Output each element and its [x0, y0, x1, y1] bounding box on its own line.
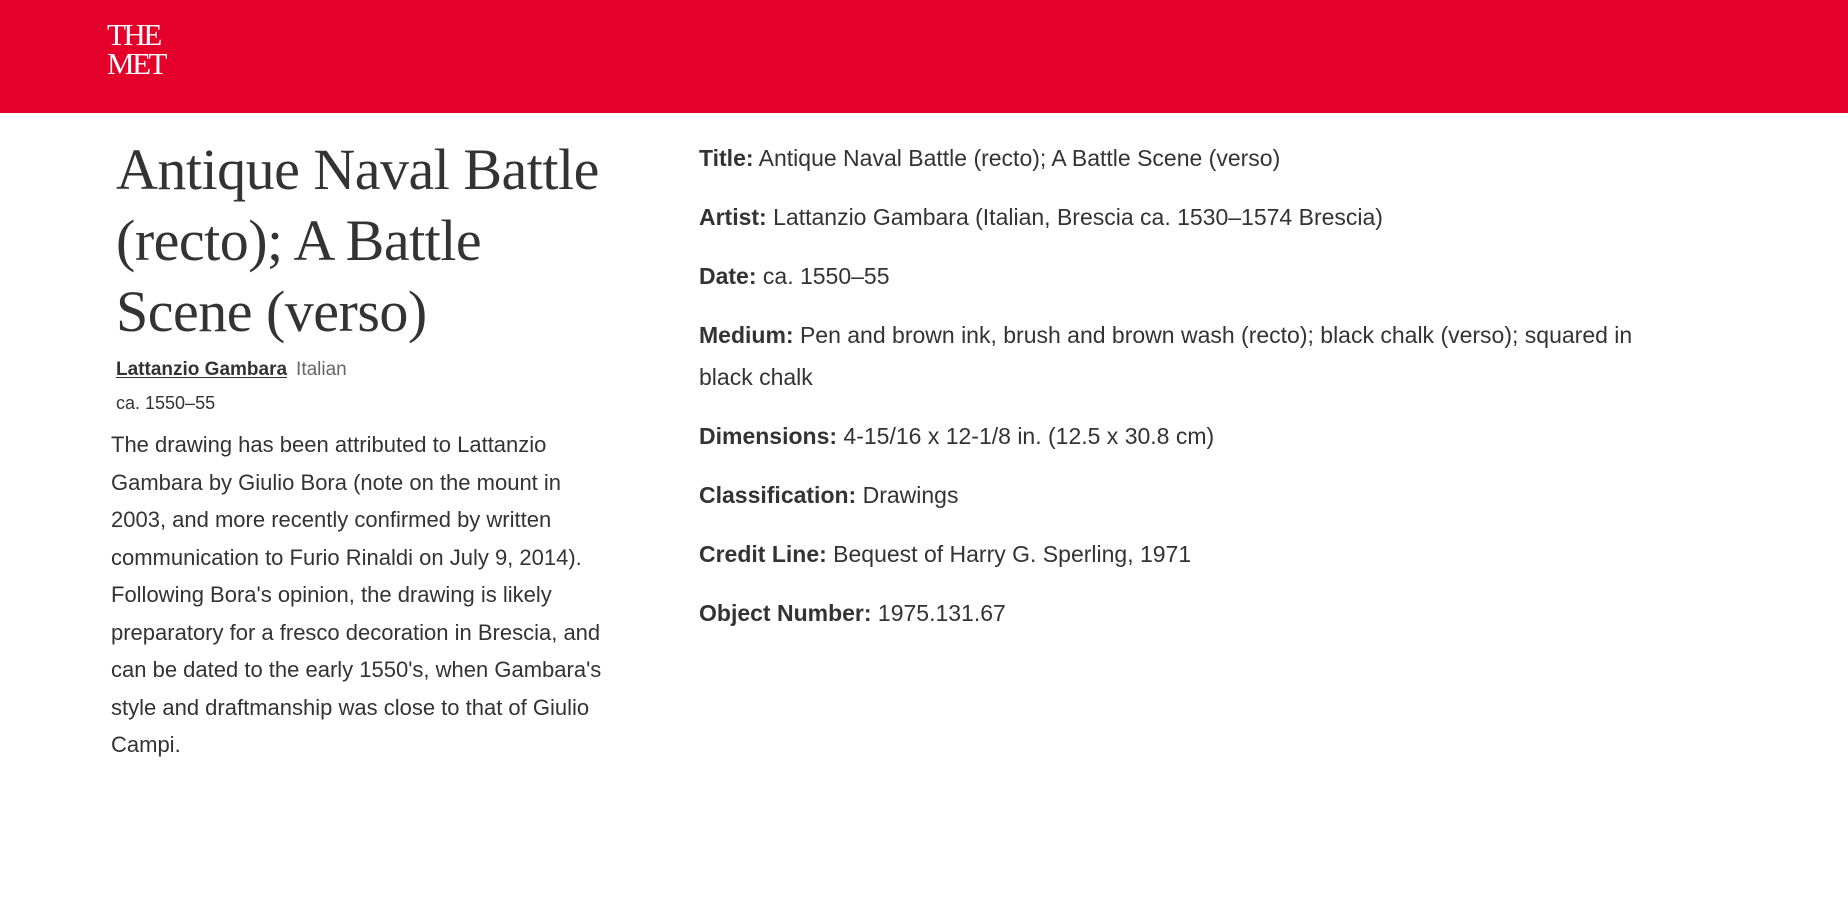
artist-row: [116, 357, 616, 383]
detail-label: Date:: [699, 263, 757, 289]
detail-medium: [699, 314, 1659, 398]
detail-object-number: [699, 592, 1659, 634]
artist-link[interactable]: Lattanzio Gambara: [116, 359, 288, 380]
detail-label: Classification:: [699, 482, 857, 508]
detail-value: Lattanzio Gambara (Italian, Brescia ca. 1530–1574 Brescia): [773, 204, 1383, 230]
detail-value: Pen and brown ink, brush and brown wash (recto); black chalk (verso); squared in black chalk: [699, 322, 1633, 390]
detail-value: 1975.131.67: [877, 600, 1006, 626]
page-title: Antique Naval Battle (recto); A Battle Scene (verso): [116, 137, 599, 344]
detail-label: Title:: [699, 145, 754, 171]
object-description: The drawing has been attributed to Lattanzio Gambara by Giulio Bora (note on the mount in 2003, and more recently confirmed by written communication to Furio Rinaldi on July 9, 2014). Following Bora's opinion, the drawing is likely preparatory for a fresco decoration in Brescia, and can be dated to the early 1550's, when Gambara's style and draftmanship was close to that of Giulio Campi.: [111, 432, 602, 757]
object-summary: [111, 134, 616, 764]
object-details: [699, 137, 1659, 651]
logo-line-2: MET: [107, 46, 165, 81]
detail-value: ca. 1550–55: [762, 263, 890, 289]
site-header: [0, 0, 1848, 113]
artist-nationality: Italian: [296, 359, 347, 380]
detail-value: 4-15/16 x 12-1/8 in. (12.5 x 30.8 cm): [843, 423, 1215, 449]
detail-date: [699, 255, 1659, 297]
detail-label: Medium:: [699, 322, 794, 348]
detail-credit-line: [699, 533, 1659, 575]
object-date: ca. 1550–55: [116, 393, 216, 413]
detail-value: Bequest of Harry G. Sperling, 1971: [833, 541, 1192, 567]
detail-artist: [699, 196, 1659, 238]
detail-label: Dimensions:: [699, 423, 838, 449]
met-logo[interactable]: [107, 17, 169, 84]
detail-value: Antique Naval Battle (recto); A Battle Scene (verso): [758, 145, 1281, 171]
detail-value: Drawings: [862, 482, 959, 508]
detail-label: Artist:: [699, 204, 767, 230]
detail-dimensions: [699, 415, 1659, 457]
detail-title: [699, 137, 1659, 179]
detail-label: Object Number:: [699, 600, 872, 626]
logo-line-1: THE: [107, 17, 160, 52]
detail-label: Credit Line:: [699, 541, 827, 567]
detail-classification: [699, 474, 1659, 516]
